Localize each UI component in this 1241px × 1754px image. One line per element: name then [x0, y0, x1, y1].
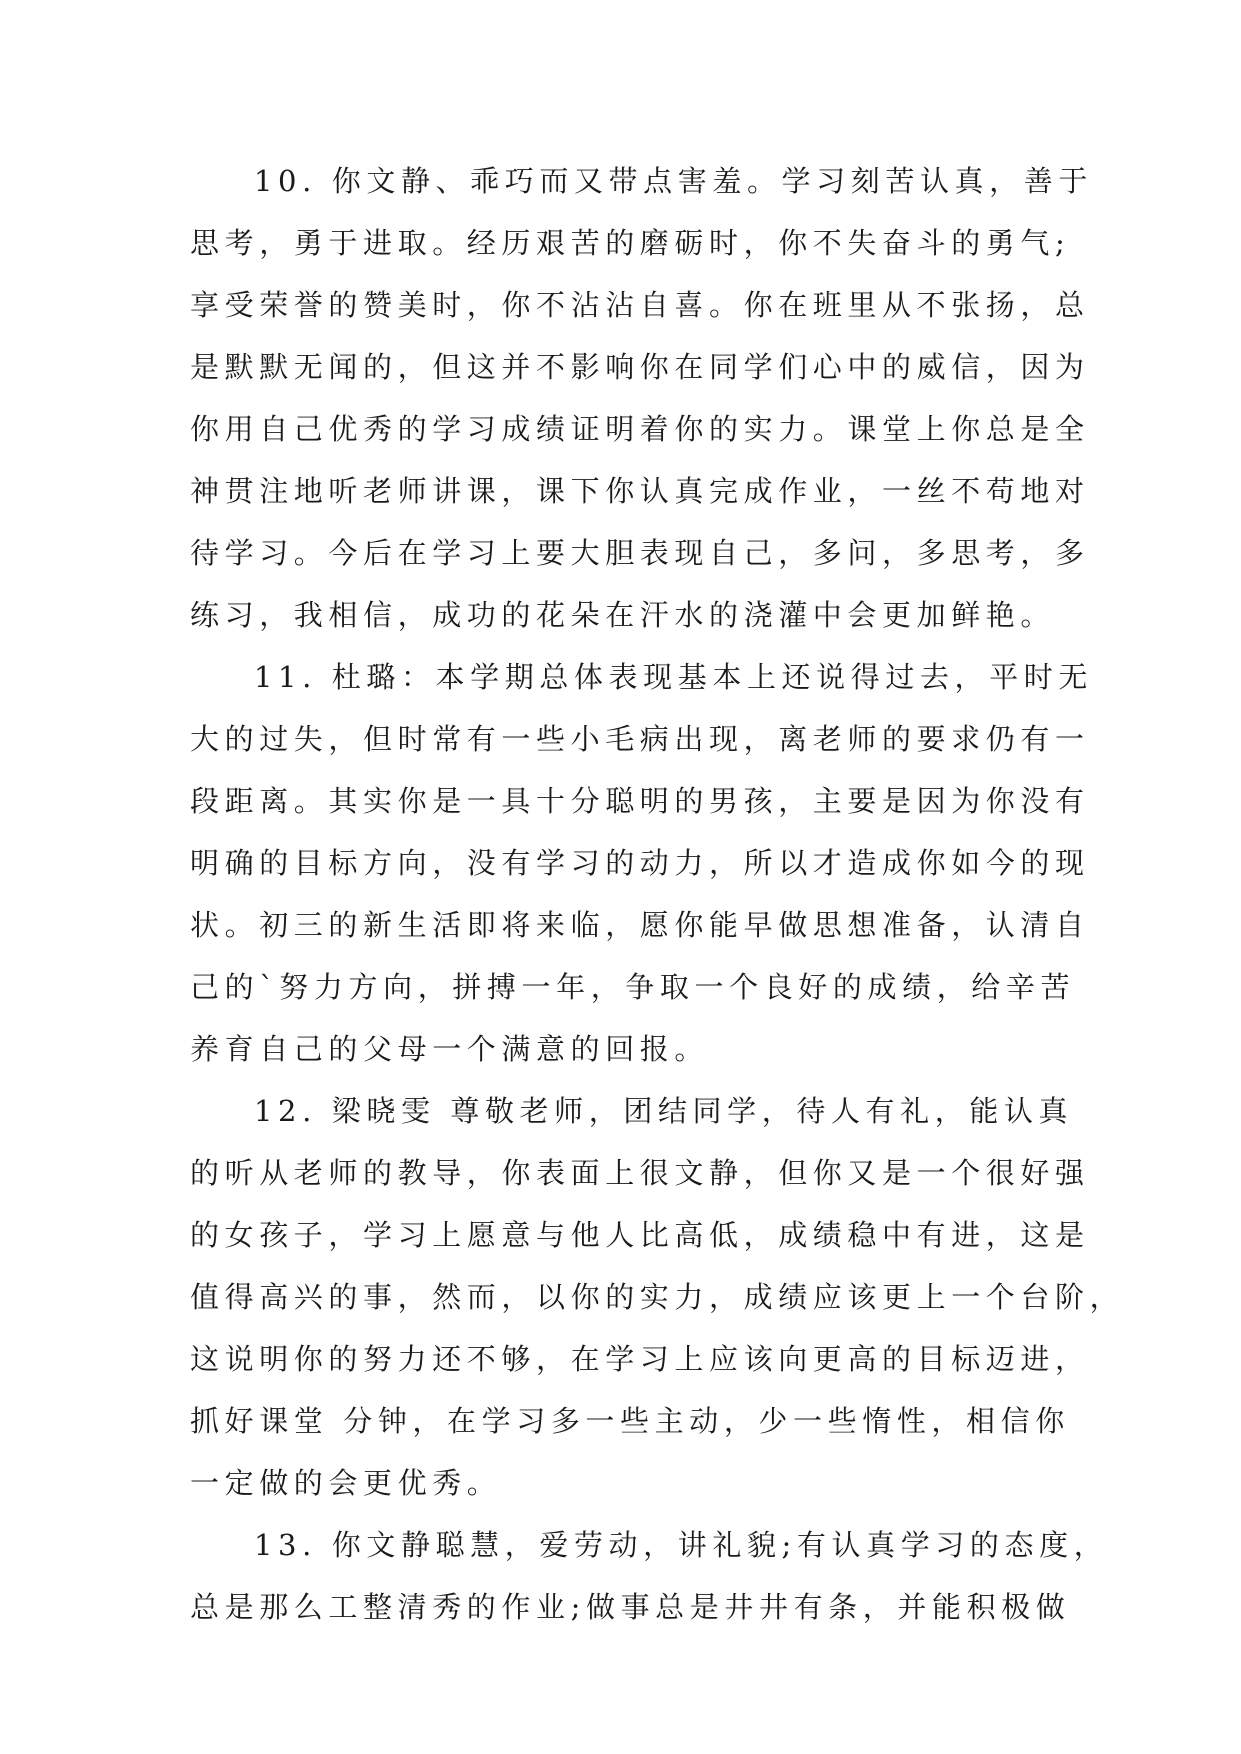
text-line: 12. 梁晓雯 尊敬老师，团结同学，待人有礼，能认真 — [254, 1094, 1074, 1128]
text-line: 值得高兴的事，然而，以你的实力，成绩应该更上一个台阶， — [190, 1280, 1125, 1314]
text-line: 的听从老师的教导，你表面上很文静，但你又是一个很好强 — [190, 1156, 1090, 1190]
text-line: 状。初三的新生活即将来临，愿你能早做思想准备，认清自 — [190, 908, 1090, 942]
text-line: 13. 你文静聪慧，爱劳动，讲礼貌;有认真学习的态度， — [254, 1528, 1109, 1562]
text-line: 练习，我相信，成功的花朵在汗水的浇灌中会更加鲜艳。 — [190, 598, 1056, 632]
text-line: 神贯注地听老师讲课，课下你认真完成作业，一丝不苟地对 — [190, 474, 1090, 508]
text-line: 是默默无闻的，但这并不影响你在同学们心中的威信，因为 — [190, 350, 1090, 384]
text-line: 明确的目标方向，没有学习的动力，所以才造成你如今的现 — [190, 846, 1090, 880]
text-line: 这说明你的努力还不够，在学习上应该向更高的目标迈进， — [190, 1342, 1090, 1376]
text-line: 己的`努力方向，拼搏一年，争取一个良好的成绩，给辛苦 — [190, 970, 1076, 1004]
comment-paragraph-13 — [190, 1514, 1109, 1638]
text-line: 的女孩子，学习上愿意与他人比高低，成绩稳中有进，这是 — [190, 1218, 1090, 1252]
text-line: 享受荣誉的赞美时，你不沾沾自喜。你在班里从不张扬，总 — [190, 288, 1090, 322]
text-line: 你用自己优秀的学习成绩证明着你的实力。课堂上你总是全 — [190, 412, 1090, 446]
text-line: 大的过失，但时常有一些小毛病出现，离老师的要求仍有一 — [190, 722, 1090, 756]
comment-paragraph-12 — [190, 1080, 1125, 1514]
text-line: 思考，勇于进取。经历艰苦的磨砺时，你不失奋斗的勇气; — [190, 226, 1071, 260]
comment-paragraph-11 — [190, 646, 1093, 1080]
text-line: 11. 杜璐：本学期总体表现基本上还说得过去，平时无 — [254, 660, 1093, 694]
text-line: 总是那么工整清秀的作业;做事总是井井有条，并能积极做 — [190, 1590, 1071, 1624]
text-line: 一定做的会更优秀。 — [190, 1466, 502, 1500]
document-page — [190, 150, 1125, 1638]
text-line: 抓好课堂 分钟，在学习多一些主动，少一些惰性，相信你 — [190, 1404, 1070, 1438]
text-line: 10. 你文静、乖巧而又带点害羞。学习刻苦认真，善于 — [254, 164, 1093, 198]
comment-paragraph-10 — [190, 150, 1093, 646]
text-line: 待学习。今后在学习上要大胆表现自己，多问，多思考，多 — [190, 536, 1090, 570]
text-line: 养育自己的父母一个满意的回报。 — [190, 1032, 710, 1066]
text-line: 段距离。其实你是一具十分聪明的男孩，主要是因为你没有 — [190, 784, 1090, 818]
